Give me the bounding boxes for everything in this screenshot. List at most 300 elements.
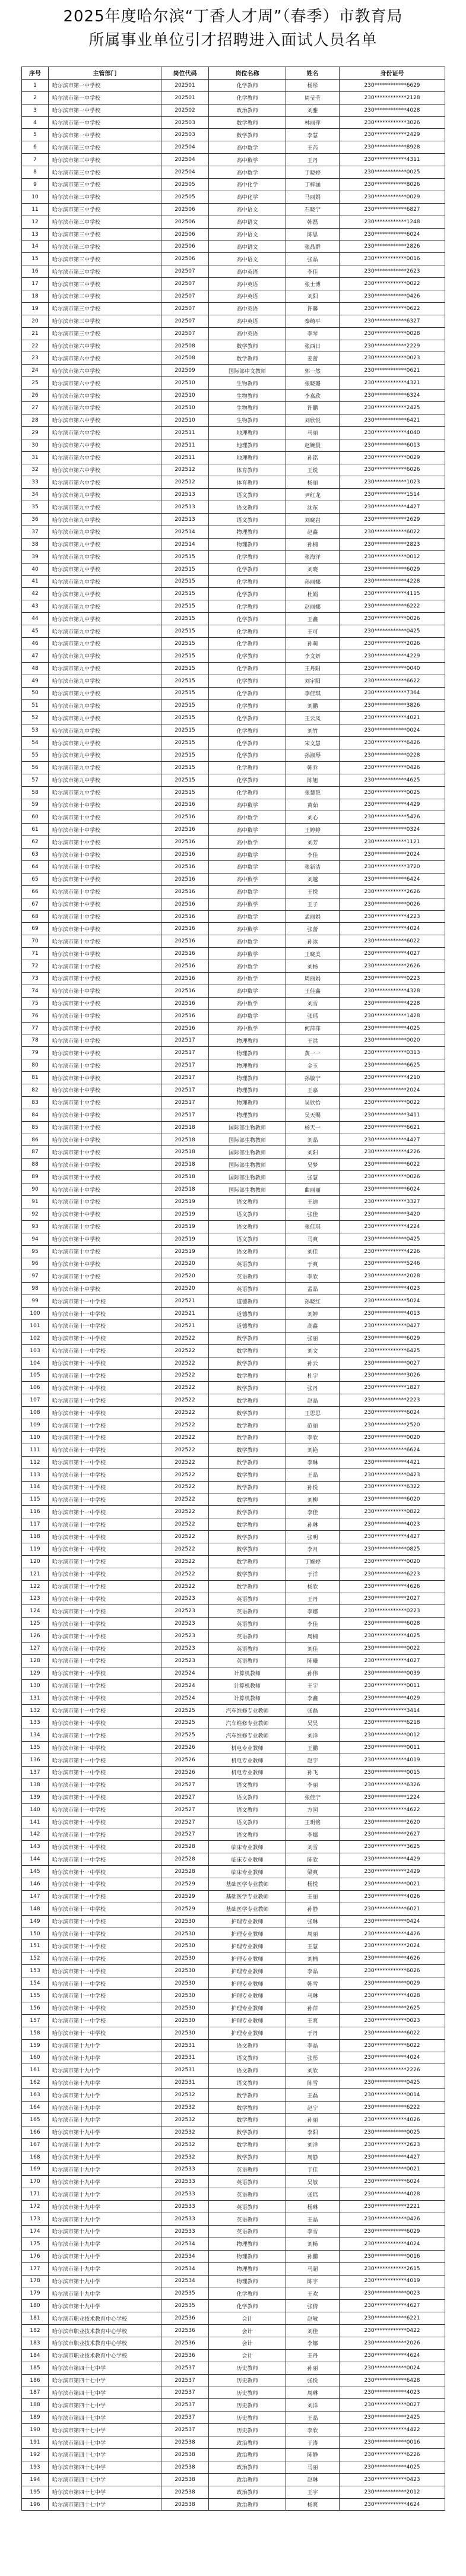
cell-name: 李欣 [286, 2424, 340, 2436]
cell-post-name: 会计 [209, 2349, 286, 2362]
header-id-number: 身份证号 [340, 67, 445, 80]
table-row [22, 2052, 445, 2064]
cell-name: 孙晓红 [286, 1295, 340, 1308]
cell-department: 哈尔滨市第十一中学校 [49, 1704, 161, 1717]
cell-department: 哈尔滨市第十九中学 [49, 2126, 161, 2138]
cell-department: 哈尔滨市第一中学校 [49, 116, 161, 129]
cell-index: 160 [22, 2052, 49, 2064]
cell-post-code: 202508 [161, 340, 209, 352]
cell-post-code: 202522 [161, 1357, 209, 1369]
table-row [22, 1866, 445, 1878]
cell-department: 哈尔滨市第十一中学校 [49, 1469, 161, 1481]
table-row [22, 2424, 445, 2436]
table-row [22, 1667, 445, 1679]
cell-post-name: 会计 [209, 2325, 286, 2337]
cell-department: 哈尔滨市第十一中学校 [49, 1332, 161, 1344]
cell-post-code: 202532 [161, 2138, 209, 2151]
cell-name: 孙飞 [286, 1767, 340, 1779]
cell-index: 62 [22, 836, 49, 849]
cell-department: 哈尔滨市第十一中学校 [49, 1308, 161, 1320]
cell-department: 哈尔滨市第三中学校 [49, 154, 161, 166]
cell-department: 哈尔滨市第十中学校 [49, 1159, 161, 1171]
cell-post-code: 202534 [161, 2250, 209, 2262]
cell-index: 191 [22, 2436, 49, 2449]
cell-department: 哈尔滨市第一中学校 [49, 104, 161, 116]
cell-id-number: 230************0027 [340, 2399, 445, 2412]
cell-index: 173 [22, 2213, 49, 2226]
cell-name: 李佳 [286, 1618, 340, 1630]
cell-department: 哈尔滨市第六中学校 [49, 390, 161, 402]
table-row [22, 1655, 445, 1667]
table-row [22, 1220, 445, 1233]
cell-name: 刘雅 [286, 104, 340, 116]
cell-department: 哈尔滨市第十中学校 [49, 1059, 161, 1072]
cell-id-number: 230************6324 [340, 390, 445, 402]
cell-department: 哈尔滨市第十一中学校 [49, 1866, 161, 1878]
cell-post-name: 高中数学 [209, 997, 286, 1009]
cell-post-name: 临床专业教师 [209, 1853, 286, 1866]
cell-index: 81 [22, 1072, 49, 1084]
cell-id-number: 230************5024 [340, 1295, 445, 1308]
cell-post-name: 物理教师 [209, 1072, 286, 1084]
cell-index: 13 [22, 228, 49, 240]
table-row [22, 228, 445, 240]
table-row [22, 538, 445, 550]
cell-index: 64 [22, 861, 49, 874]
cell-department: 哈尔滨市第十九中学 [49, 2250, 161, 2262]
cell-name: 马超 [286, 2262, 340, 2275]
table-row [22, 997, 445, 1009]
cell-post-name: 数学教师 [209, 2126, 286, 2138]
cell-index: 171 [22, 2188, 49, 2201]
cell-name: 马爽 [286, 1233, 340, 1245]
cell-name: 刘洋 [286, 1729, 340, 1742]
cell-department: 哈尔滨市第四十七中学 [49, 2461, 161, 2473]
cell-department: 哈尔滨市第四十七中学 [49, 2486, 161, 2498]
cell-department: 哈尔滨市第十中学校 [49, 885, 161, 898]
cell-post-code: 202504 [161, 141, 209, 154]
cell-index: 32 [22, 464, 49, 476]
cell-index: 196 [22, 2498, 49, 2511]
cell-name: 刘柳 [286, 1493, 340, 1506]
cell-post-code: 202506 [161, 203, 209, 216]
cell-name: 刘阳 [286, 290, 340, 303]
table-row [22, 2262, 445, 2275]
table-row [22, 923, 445, 935]
cell-index: 111 [22, 1444, 49, 1456]
cell-name: 林丽萍 [286, 116, 340, 129]
cell-id-number: 230************3625 [340, 1841, 445, 1853]
cell-name: 刘雪 [286, 1841, 340, 1853]
cell-id-number: 230************0029 [340, 1977, 445, 1990]
cell-name: 吴梦 [286, 1159, 340, 1171]
cell-department: 哈尔滨市第十中学校 [49, 973, 161, 985]
cell-department: 哈尔滨市第十中学校 [49, 849, 161, 861]
cell-post-code: 202534 [161, 2262, 209, 2275]
table-row [22, 1332, 445, 1344]
cell-post-name: 会计 [209, 2312, 286, 2325]
cell-post-name: 英语教师 [209, 2188, 286, 2201]
cell-post-name: 高中数学 [209, 898, 286, 910]
table-row [22, 873, 445, 885]
cell-index: 35 [22, 501, 49, 514]
cell-index: 188 [22, 2399, 49, 2412]
cell-id-number: 230************4622 [340, 1803, 445, 1816]
cell-post-code: 202522 [161, 1481, 209, 1493]
cell-post-code: 202525 [161, 1729, 209, 1742]
cell-index: 46 [22, 637, 49, 650]
cell-post-code: 202522 [161, 1431, 209, 1444]
cell-index: 44 [22, 613, 49, 625]
cell-post-code: 202530 [161, 1940, 209, 1952]
cell-id-number: 230************4228 [340, 575, 445, 588]
cell-index: 102 [22, 1332, 49, 1344]
cell-department: 哈尔滨市第十中学校 [49, 836, 161, 849]
page-title [0, 0, 466, 51]
table-row [22, 2486, 445, 2498]
table-row [22, 129, 445, 141]
cell-index: 151 [22, 1940, 49, 1952]
cell-department: 哈尔滨市第六中学校 [49, 439, 161, 451]
cell-id-number: 230************6029 [340, 1332, 445, 1344]
cell-name: 孙敏宁 [286, 1072, 340, 1084]
cell-index: 121 [22, 1568, 49, 1580]
cell-department: 哈尔滨市第三中学校 [49, 228, 161, 240]
cell-department: 哈尔滨市第十中学校 [49, 861, 161, 874]
cell-post-name: 物理教师 [209, 1034, 286, 1047]
cell-index: 75 [22, 997, 49, 1009]
cell-department: 哈尔滨市第十一中学校 [49, 1940, 161, 1952]
cell-post-name: 护理专业教师 [209, 1915, 286, 1928]
cell-post-code: 202515 [161, 563, 209, 575]
cell-post-code: 202523 [161, 1605, 209, 1618]
cell-post-code: 202519 [161, 1220, 209, 1233]
cell-post-code: 202520 [161, 1258, 209, 1270]
cell-department: 哈尔滨市第十中学校 [49, 935, 161, 948]
cell-id-number: 230************0425 [340, 2077, 445, 2089]
cell-post-code: 202516 [161, 923, 209, 935]
cell-post-code: 202524 [161, 1679, 209, 1692]
cell-post-code: 202517 [161, 1109, 209, 1121]
cell-post-code: 202522 [161, 1394, 209, 1407]
cell-index: 93 [22, 1220, 49, 1233]
table-row [22, 2325, 445, 2337]
cell-department: 哈尔滨市第九中学校 [49, 700, 161, 712]
cell-name: 王思思 [286, 1407, 340, 1419]
cell-index: 17 [22, 278, 49, 290]
cell-id-number: 230************4023 [340, 1518, 445, 1531]
table-row [22, 2077, 445, 2089]
cell-post-name: 语文教师 [209, 2052, 286, 2064]
cell-name: 孙淑琴 [286, 749, 340, 761]
table-row [22, 1009, 445, 1022]
cell-post-code: 202532 [161, 2089, 209, 2102]
cell-post-code: 202522 [161, 1580, 209, 1593]
cell-index: 74 [22, 985, 49, 997]
cell-id-number: 230************2226 [340, 2064, 445, 2077]
cell-name: 高鑫 [286, 1319, 340, 1332]
cell-post-code: 202530 [161, 2002, 209, 2014]
cell-id-number: 230************2027 [340, 1593, 445, 1605]
cell-name: 张佳 [286, 1208, 340, 1220]
cell-department: 哈尔滨市第十九中学 [49, 2113, 161, 2126]
cell-id-number: 230************1023 [340, 476, 445, 489]
cell-post-name: 英语教师 [209, 1258, 286, 1270]
cell-id-number: 230************0423 [340, 1469, 445, 1481]
cell-index: 168 [22, 2151, 49, 2163]
cell-name: 王宇 [286, 1679, 340, 1692]
cell-department: 哈尔滨市第三中学校 [49, 141, 161, 154]
cell-post-name: 物理教师 [209, 2250, 286, 2262]
table-row [22, 426, 445, 439]
table-row [22, 2387, 445, 2399]
table-row [22, 1047, 445, 1059]
cell-department: 哈尔滨市第十一中学校 [49, 2027, 161, 2039]
cell-name: 杨丽 [286, 476, 340, 489]
cell-post-code: 202533 [161, 2176, 209, 2188]
cell-name: 杨琳 [286, 2201, 340, 2213]
cell-post-code: 202516 [161, 948, 209, 960]
cell-name: 刘洋 [286, 2138, 340, 2151]
cell-post-code: 202531 [161, 2039, 209, 2052]
cell-post-code: 202522 [161, 1419, 209, 1432]
cell-post-name: 护理专业教师 [209, 2002, 286, 2014]
cell-id-number: 230************4321 [340, 377, 445, 390]
table-row [22, 824, 445, 836]
cell-name: 孙冰 [286, 935, 340, 948]
cell-post-code: 202516 [161, 836, 209, 849]
table-row [22, 154, 445, 166]
table-row [22, 1828, 445, 1841]
cell-post-name: 国际部生物教师 [209, 1183, 286, 1196]
cell-department: 哈尔滨市第十中学校 [49, 1196, 161, 1208]
cell-post-code: 202527 [161, 1828, 209, 1841]
cell-post-name: 高中化学 [209, 179, 286, 191]
cell-post-name: 国际部生物教师 [209, 1134, 286, 1146]
cell-post-code: 202530 [161, 1915, 209, 1928]
cell-id-number: 230************4627 [340, 2300, 445, 2312]
table-row [22, 377, 445, 390]
cell-post-name: 护理专业教师 [209, 2014, 286, 2027]
cell-index: 79 [22, 1047, 49, 1059]
cell-department: 哈尔滨市第十一中学校 [49, 1853, 161, 1866]
cell-id-number: 230************4210 [340, 1072, 445, 1084]
cell-id-number: 230************6022 [340, 526, 445, 538]
cell-id-number: 230************2012 [340, 2486, 445, 2498]
cell-name: 尹红龙 [286, 489, 340, 501]
cell-department: 哈尔滨市第十一中学校 [49, 1394, 161, 1407]
cell-name: 王锐 [286, 464, 340, 476]
cell-post-code: 202522 [161, 1407, 209, 1419]
table-row [22, 1841, 445, 1853]
cell-department: 哈尔滨市第三中学校 [49, 179, 161, 191]
cell-post-code: 202537 [161, 2374, 209, 2387]
cell-post-name: 数学教师 [209, 2113, 286, 2126]
table-row [22, 2473, 445, 2486]
cell-index: 147 [22, 1890, 49, 1903]
cell-department: 哈尔滨市第十中学校 [49, 960, 161, 973]
cell-post-code: 202511 [161, 439, 209, 451]
cell-post-code: 202518 [161, 1159, 209, 1171]
cell-id-number: 230************0425 [340, 625, 445, 638]
cell-post-name: 化学教师 [209, 761, 286, 774]
cell-id-number: 230************4024 [340, 2238, 445, 2250]
cell-index: 57 [22, 774, 49, 786]
cell-post-name: 基础医学专业教师 [209, 1878, 286, 1891]
cell-department: 哈尔滨市第十一中学校 [49, 1754, 161, 1767]
cell-name: 张悦 [286, 2374, 340, 2387]
cell-post-name: 语文教师 [209, 489, 286, 501]
cell-post-name: 高中数学 [209, 973, 286, 985]
cell-index: 14 [22, 240, 49, 253]
cell-index: 183 [22, 2337, 49, 2349]
cell-post-code: 202517 [161, 1034, 209, 1047]
cell-post-name: 高中数学 [209, 141, 286, 154]
cell-post-name: 计算机教师 [209, 1667, 286, 1679]
table-row [22, 253, 445, 265]
cell-department: 哈尔滨市第十中学校 [49, 824, 161, 836]
cell-id-number: 230************4013 [340, 1308, 445, 1320]
cell-post-code: 202513 [161, 501, 209, 514]
cell-department: 哈尔滨市第九中学校 [49, 501, 161, 514]
cell-name: 赵丽娜 [286, 600, 340, 613]
cell-department: 哈尔滨市第九中学校 [49, 526, 161, 538]
cell-name: 陈欣 [286, 1853, 340, 1866]
table-row [22, 1778, 445, 1791]
cell-index: 1 [22, 79, 49, 91]
table-row [22, 2287, 445, 2300]
cell-post-code: 202522 [161, 1531, 209, 1543]
cell-index: 132 [22, 1704, 49, 1717]
cell-index: 65 [22, 873, 49, 885]
cell-post-name: 机电专业教师 [209, 1767, 286, 1779]
cell-index: 100 [22, 1308, 49, 1320]
cell-index: 103 [22, 1344, 49, 1357]
cell-id-number: 230************4427 [340, 1531, 445, 1543]
cell-name: 李慧 [286, 129, 340, 141]
cell-index: 26 [22, 390, 49, 402]
table-row [22, 687, 445, 700]
cell-id-number: 230************4625 [340, 774, 445, 786]
table-row [22, 749, 445, 761]
cell-id-number: 230************0016 [340, 2436, 445, 2449]
cell-department: 哈尔滨市第十九中学 [49, 2077, 161, 2089]
cell-name: 张瑶 [286, 1009, 340, 1022]
cell-post-code: 202522 [161, 1444, 209, 1456]
table-row [22, 712, 445, 724]
cell-post-code: 202516 [161, 811, 209, 824]
cell-post-name: 政治教师 [209, 2449, 286, 2461]
cell-name: 李琴 [286, 327, 340, 340]
cell-index: 178 [22, 2275, 49, 2287]
table-row [22, 1382, 445, 1394]
cell-department: 哈尔滨市第十一中学校 [49, 1791, 161, 1803]
cell-id-number: 230************6326 [340, 1778, 445, 1791]
cell-department: 哈尔滨市第十中学校 [49, 1121, 161, 1134]
cell-post-code: 202515 [161, 637, 209, 650]
cell-post-name: 语文教师 [209, 1803, 286, 1816]
cell-post-name: 高中数学 [209, 824, 286, 836]
table-row [22, 327, 445, 340]
cell-index: 112 [22, 1456, 49, 1469]
cell-name: 刘洋 [286, 2399, 340, 2412]
cell-post-name: 国际部中文教师 [209, 365, 286, 377]
cell-post-name: 政治教师 [209, 2498, 286, 2511]
cell-name: 陈静 [286, 2449, 340, 2461]
cell-department: 哈尔滨市第九中学校 [49, 550, 161, 563]
cell-post-code: 202531 [161, 2077, 209, 2089]
cell-post-name: 国际部生物教师 [209, 1121, 286, 1134]
cell-name: 孙伟 [286, 1667, 340, 1679]
cell-name: 于晓婷 [286, 166, 340, 179]
cell-post-code: 202534 [161, 2238, 209, 2250]
cell-post-name: 化学教师 [209, 774, 286, 786]
cell-index: 20 [22, 315, 49, 327]
table-row [22, 1233, 445, 1245]
cell-post-name: 机电专业教师 [209, 1742, 286, 1754]
table-row [22, 1394, 445, 1407]
cell-post-name: 化学教师 [209, 687, 286, 700]
cell-department: 哈尔滨市第十中学校 [49, 1171, 161, 1183]
table-row [22, 1431, 445, 1444]
cell-post-code: 202526 [161, 1742, 209, 1754]
cell-id-number: 230************0015 [340, 1767, 445, 1779]
cell-id-number: 230************4229 [340, 650, 445, 662]
table-row [22, 365, 445, 377]
cell-department: 哈尔滨市第三中学校 [49, 203, 161, 216]
table-row [22, 1444, 445, 1456]
table-row [22, 1803, 445, 1816]
table-row [22, 2113, 445, 2126]
cell-id-number: 230************0621 [340, 365, 445, 377]
cell-index: 125 [22, 1618, 49, 1630]
cell-post-name: 体育教师 [209, 476, 286, 489]
cell-post-code: 202532 [161, 2151, 209, 2163]
cell-id-number: 230************4025 [340, 2461, 445, 2473]
cell-id-number: 230************2128 [340, 91, 445, 104]
cell-name: 赵琳 [286, 2473, 340, 2486]
cell-post-code: 202515 [161, 575, 209, 588]
table-row [22, 402, 445, 414]
cell-post-name: 化学教师 [209, 625, 286, 638]
cell-post-name: 数学教师 [209, 1344, 286, 1357]
cell-department: 哈尔滨市第十中学校 [49, 1146, 161, 1159]
cell-post-name: 语文教师 [209, 1233, 286, 1245]
cell-post-name: 数学教师 [209, 1518, 286, 1531]
cell-department: 哈尔滨市第十一中学校 [49, 1456, 161, 1469]
cell-post-name: 数学教师 [209, 1580, 286, 1593]
cell-index: 84 [22, 1109, 49, 1121]
cell-department: 哈尔滨市第十一中学校 [49, 1431, 161, 1444]
header-post-code: 岗位代码 [161, 67, 209, 80]
cell-id-number: 230************2823 [340, 538, 445, 550]
cell-post-name: 高中数学 [209, 1009, 286, 1022]
cell-id-number: 230************0324 [340, 824, 445, 836]
cell-id-number: 230************6622 [340, 675, 445, 687]
cell-post-name: 地理教师 [209, 439, 286, 451]
cell-department: 哈尔滨市第一中学校 [49, 91, 161, 104]
cell-id-number: 230************0228 [340, 749, 445, 761]
cell-department: 哈尔滨市第十九中学 [49, 2287, 161, 2300]
table-row [22, 501, 445, 514]
cell-index: 194 [22, 2473, 49, 2486]
cell-department: 哈尔滨市第十一中学校 [49, 1742, 161, 1754]
cell-post-name: 机电专业教师 [209, 1754, 286, 1767]
cell-post-name: 高中数学 [209, 960, 286, 973]
cell-id-number: 230************0426 [340, 290, 445, 303]
cell-post-code: 202527 [161, 1816, 209, 1828]
cell-post-code: 202537 [161, 2424, 209, 2436]
